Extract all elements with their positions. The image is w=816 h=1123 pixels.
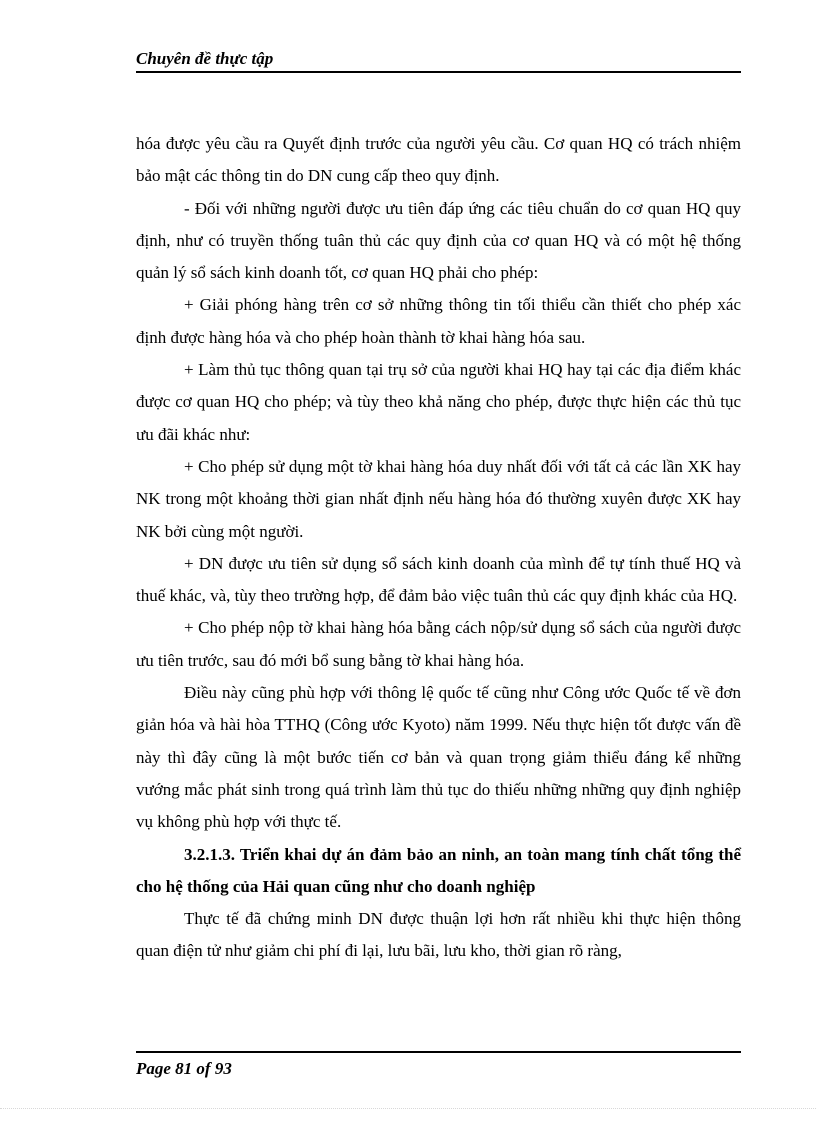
paragraph-kyoto-convention: Điều này cũng phù hợp với thông lệ quốc tế cũng như Công ước Quốc tế về đơn giản hóa và hài hòa TTHQ (Công ước Kyoto) năm 1999. Nếu thực hiện tốt được vấn đề này thì đây cũng là một bước tiến cơ bản và quan trọng giảm thiểu đáng kể những vướng mắc phát sinh trong quá trình làm thủ tục do thiếu những những quy định nghiệp vụ không phù hợp với thực tế. xyxy=(136,683,741,832)
paragraph-e-clearance-benefits: Thực tế đã chứng minh DN được thuận lợi hơn rất nhiều khi thực hiện thông quan điện tử như giảm chi phí đi lại, lưu bãi, lưu kho, thời gian rõ ràng, xyxy=(136,909,741,961)
page-header xyxy=(136,48,741,73)
paragraph-clearance-location: + Làm thủ tục thông quan tại trụ sở của người khai HQ hay tại các địa điểm khác được cơ quan HQ cho phép; và tùy theo khả năng cho phép, được thực hiện các thủ tục ưu đãi khác như: xyxy=(136,360,741,444)
paragraph-priority-conditions: - Đối với những người được ưu tiên đáp ứng các tiêu chuẩn do cơ quan HQ quy định, như có truyền thống tuân thủ các quy định của cơ quan HQ và có một hệ thống quản lý sổ sách kinh doanh tốt, cơ quan HQ phải cho phép: xyxy=(136,198,741,283)
page-footer xyxy=(136,1051,741,1079)
page-bottom-divider xyxy=(0,1108,816,1109)
paragraph-self-assessment: + DN được ưu tiên sử dụng sổ sách kinh doanh của mình để tự tính thuế HQ và thuế khác, và, tùy theo trường hợp, để đảm bảo việc tuân thủ các quy định khác của HQ. xyxy=(136,553,741,606)
section-heading-3-2-1-3: 3.2.1.3. Triển khai dự án đảm bảo an ninh, an toàn mang tính chất tổng thể cho hệ thống của Hải quan cũng như cho doanh nghiệp xyxy=(136,844,741,896)
header-title: Chuyên đề thực tập xyxy=(136,49,274,68)
page-number-label: Page 81 of 93 xyxy=(136,1059,232,1078)
page-body xyxy=(136,128,741,968)
paragraph-release-goods: + Giải phóng hàng trên cơ sở những thông tin tối thiểu cần thiết cho phép xác định được hàng hóa và cho phép hoàn thành tờ khai hàng hóa sau. xyxy=(136,295,741,347)
paragraph-books-declaration: + Cho phép nộp tờ khai hàng hóa bằng cách nộp/sử dụng sổ sách của người được ưu tiên trước, sau đó mới bổ sung bằng tờ khai hàng hóa. xyxy=(136,618,741,670)
paragraph-single-declaration: + Cho phép sử dụng một tờ khai hàng hóa duy nhất đối với tất cả các lần XK hay NK trong một khoảng thời gian nhất định nếu hàng hóa đó thường xuyên được XK hay NK bởi cùng một người. xyxy=(136,456,741,541)
paragraph-continuation: hóa được yêu cầu ra Quyết định trước của người yêu cầu. Cơ quan HQ có trách nhiệm bảo mật các thông tin do DN cung cấp theo quy định. xyxy=(136,134,741,186)
